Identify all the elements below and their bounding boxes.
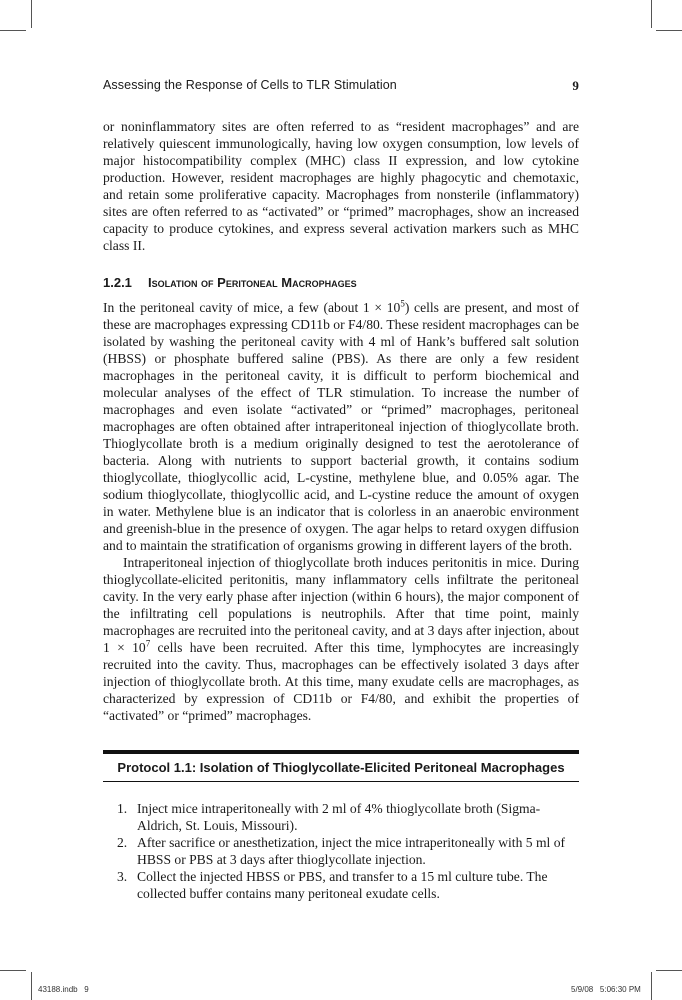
protocol-steps — [117, 800, 569, 902]
running-head — [103, 78, 579, 92]
paragraph-text: or noninflammatory sites are often referred to as “resident macrophages” and are relatively quiescent immunologically, having low oxygen consumption, low levels of major histocompatibility complex (MHC) class II expression, and low cytokine production. However, resident macrophages are highly phagocytic and chemotaxic, and retain some proliferative capacity. Macrophages from nonsterile (inflammatory) sites are often referred to as “activated” or “primed” macrophages, show an increased capacity to produce cytokines, and express several activation markers such as MHC class II. — [103, 119, 579, 253]
protocol-step — [117, 800, 569, 834]
page-number: 9 — [572, 78, 579, 93]
step-number: 2. — [117, 835, 128, 850]
section-title: Isolation of Peritoneal Macrophages — [148, 275, 357, 290]
crop-mark — [0, 30, 26, 31]
crop-mark — [651, 0, 652, 28]
superscript: 5 — [400, 298, 405, 309]
step-text: Inject mice intraperitoneally with 2 ml of 4% thioglycollate broth (Sigma-Aldrich, St. Louis, Missouri). — [137, 801, 541, 833]
step-number: 1. — [117, 801, 128, 816]
crop-mark — [31, 0, 32, 28]
protocol-step — [117, 868, 569, 902]
text-run: cells have been recruited. After this time, lymphocytes are increasingly recruited into the cavity. Thus, macrophages can be effectively isolated 3 days after injection of thioglycollate broth. At this time, many exudate cells are macrophages, as characterized by expression of CD11b or F4/80, and exhibit the properties of “activated” or “primed” macrophages. — [103, 640, 579, 723]
protocol-title-rule — [103, 781, 579, 782]
text-run: ) cells are present, and most of these are macrophages expressing CD11b or F4/80. These resident macrophages can be isolated by washing the peritoneal cavity with 4 ml of Hank’s buffered salt solution (HBSS) or phosphate buffered saline (PBS). As there are only a few resident macrophages in the peritoneal cavity, it is difficult to perform biochemical and molecular analyses of the effect of TLR stimulation. To increase the number of macrophages and even isolate “activated” or “primed” macrophages, peritoneal macrophages are often obtained after intraperitoneal injection of thioglycollate broth. Thioglycollate broth is a medium originally designed to test the aerotolerance of bacteria. Along with nutrients to support bacterial growth, it contains sodium thioglycollate, thioglycollic acid, L-cystine, methylene blue, and 0.05% agar. The sodium thioglycollate, thioglycollic acid, and L-cystine reduce the amount of oxygen in water. Methylene blue is an indicator that is colorless in an anaerobic environment and greenish-blue in the presence of oxygen. The agar helps to retard oxygen diffusion and to maintain the stratification of organisms growing in different layers of the broth. — [103, 300, 579, 553]
text-run: In the peritoneal cavity of mice, a few (about 1 × 10 — [103, 300, 401, 315]
paragraph-peritoneal — [103, 299, 579, 554]
paragraph-peritonitis — [103, 554, 579, 724]
superscript: 7 — [145, 638, 151, 649]
protocol-step — [117, 834, 569, 868]
section-heading — [103, 275, 357, 290]
section-number: 1.2.1 — [103, 275, 132, 290]
protocol-title: Protocol 1.1: Isolation of Thioglycollate-Elicited Peritoneal Macrophages — [117, 760, 565, 775]
section-body — [103, 299, 579, 724]
crop-mark — [656, 970, 682, 971]
text-run: Intraperitoneal injection of thioglycollate broth induces peritonitis in mice. During thioglycollate-elicited peritonitis, many inflammatory cells infiltrate the peritoneal cavity. In the very early phase after injection (within 6 hours), the major component of the infiltrating cell populations is neutrophils. After that time point, mainly macrophages are recruited into the peritoneal cavity, and at 3 days after injection, about 1 × 10 — [103, 555, 579, 655]
crop-mark — [0, 970, 26, 971]
step-text: After sacrifice or anesthetization, inject the mice intraperitoneally with 5 ml of HBSS or PBS at 3 days after thioglycollate injection. — [137, 835, 566, 867]
step-text: Collect the injected HBSS or PBS, and transfer to a 15 ml culture tube. The collected buffer contains many peritoneal exudate cells. — [137, 869, 548, 901]
protocol-top-rule — [103, 750, 579, 754]
step-number: 3. — [117, 869, 128, 884]
crop-mark — [656, 30, 682, 31]
paragraph-intro — [103, 118, 579, 254]
footer-file: 43188.indb 9 — [38, 985, 89, 994]
crop-mark — [651, 972, 652, 1000]
crop-mark — [31, 972, 32, 1000]
running-head-title: Assessing the Response of Cells to TLR Stimulation — [103, 78, 397, 92]
footer-timestamp: 5/9/08 5:06:30 PM — [571, 985, 641, 994]
